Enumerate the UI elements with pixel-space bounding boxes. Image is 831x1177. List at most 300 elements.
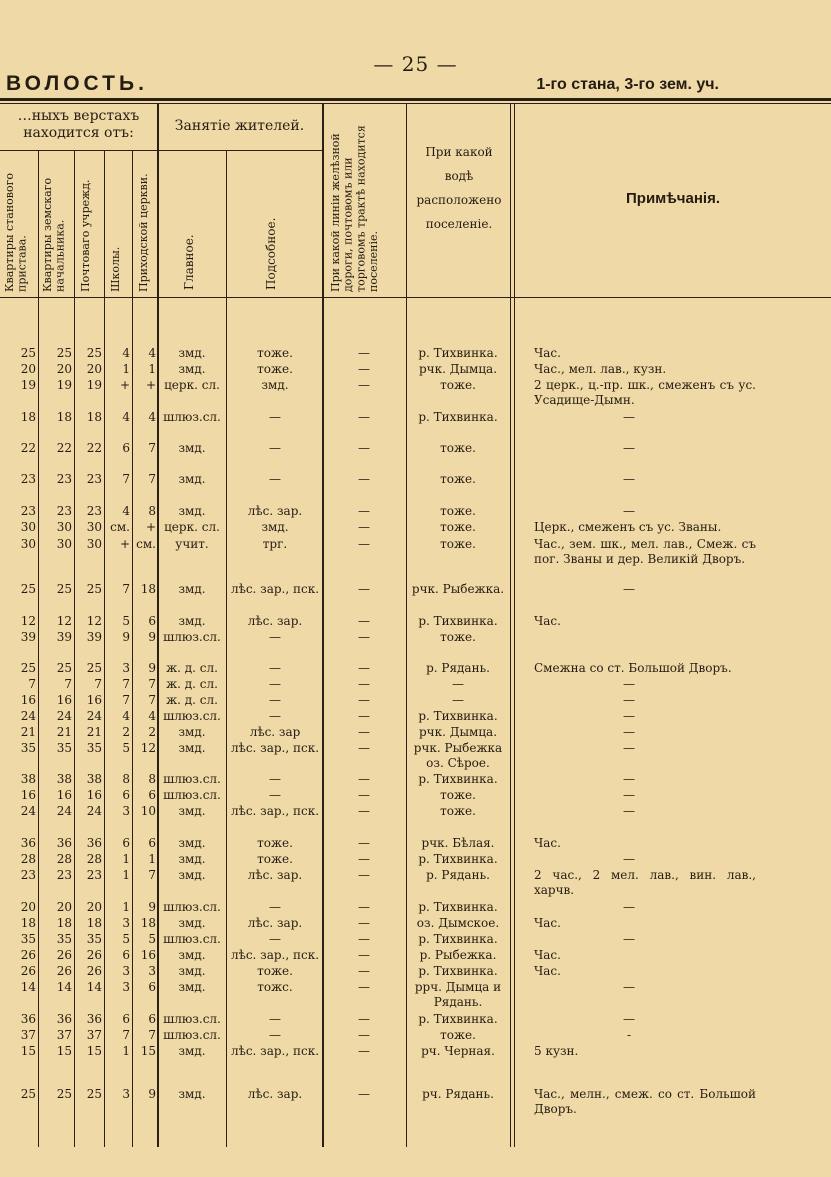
cell-aux: — [269,630,281,644]
cell-d2: 26 [56,948,72,962]
cell-main: церк. сл. [164,378,220,392]
cell-rail: — [358,725,370,739]
cell-notes: — [623,472,635,486]
cell-d4: 1 [122,1044,130,1058]
group-rule [157,150,322,151]
cell-water: р. Тихвинка. [418,932,498,946]
cell-d1: 22 [20,441,36,455]
col-divider [514,104,515,1147]
cell-d3: 7 [94,677,102,691]
cell-d5: см. [136,537,156,551]
col-divider [132,150,133,1147]
cell-d3: 18 [86,916,102,930]
cell-aux: трг. [262,537,288,551]
col-divider [104,150,105,1147]
cell-d2: 25 [56,1087,72,1101]
cell-water: рчк. Рыбежка оз. Сѣрое. [413,741,503,770]
cell-aux: лѣс. зар., пск. [230,1044,320,1058]
cell-main: змд. [178,614,206,628]
cell-aux: — [269,693,281,707]
cell-d4: 5 [122,932,130,946]
cell-rail: — [358,472,370,486]
cell-water: рчк. Дымца. [418,362,498,376]
cell-d4: 3 [122,980,130,994]
cell-water: рч. Рядань. [422,1087,494,1101]
cell-main: змд. [178,472,206,486]
cell-d4: 6 [122,1012,130,1026]
cell-d5: 12 [140,741,156,755]
cell-rail: — [358,378,370,392]
cell-main: шлюз.сл. [163,900,221,914]
cell-d2: 25 [56,346,72,360]
cell-d2: 23 [56,504,72,518]
cell-water: р. Тихвинка. [418,346,498,360]
cell-d4: 3 [122,804,130,818]
col-divider [38,150,39,1147]
cell-d1: 25 [20,582,36,596]
cell-d3: 39 [86,630,102,644]
cell-d3: 19 [86,378,102,392]
cell-notes: — [623,980,635,994]
cell-aux: тоже. [257,836,293,850]
cell-aux: лѣс. зар. [247,916,303,930]
cell-rail: — [358,804,370,818]
cell-d4: 3 [122,661,130,675]
cell-d3: 26 [86,964,102,978]
cell-d2: 30 [56,537,72,551]
cell-d4: 5 [122,741,130,755]
cell-aux: змд. [261,378,289,392]
cell-notes: Час., мелн., смеж. со ст. Большой Дворъ. [534,1087,756,1116]
cell-d5: 7 [148,472,156,486]
cell-aux: — [269,900,281,914]
cell-water: р. Тихвинка. [418,772,498,786]
cell-d1: 26 [20,948,36,962]
top-rule [0,98,831,101]
cell-aux: — [269,472,281,486]
cell-d4: 3 [122,1087,130,1101]
cell-d1: 38 [20,772,36,786]
cell-d3: 25 [86,1087,102,1101]
cell-main: шлюз.сл. [163,788,221,802]
cell-aux: змд. [261,520,289,534]
cell-d5: 18 [140,916,156,930]
cell-notes: Час. [534,346,561,360]
cell-d5: 9 [148,1087,156,1101]
cell-d2: 25 [56,582,72,596]
cell-main: змд. [178,964,206,978]
cell-notes: Смежна со ст. Большой Дворъ. [534,661,732,675]
cell-aux: лѣс. зар., пск. [230,804,320,818]
cell-d1: 24 [20,804,36,818]
cell-rail: — [358,900,370,914]
cell-d1: 25 [20,346,36,360]
cell-d3: 21 [86,725,102,739]
cell-d4: 3 [122,964,130,978]
cell-rail: — [358,1044,370,1058]
cell-rail: — [358,362,370,376]
cell-d2: 20 [56,900,72,914]
cell-main: змд. [178,1087,206,1101]
cell-d2: 24 [56,804,72,818]
cell-d4: 6 [122,788,130,802]
cell-water: тоже. [440,630,476,644]
cell-d4: 4 [122,504,130,518]
cell-water: р. Тихвинка. [418,964,498,978]
cell-d4: 2 [122,725,130,739]
cell-aux: — [269,788,281,802]
header-bottom-rule [0,297,831,298]
cell-aux: лѣс. зар., пск. [230,582,320,596]
cell-d5: 7 [148,693,156,707]
cell-aux: лѣс. зар [249,725,301,739]
cell-main: змд. [178,1044,206,1058]
cell-water: — [452,677,464,691]
cell-d5: 7 [148,868,156,882]
cell-aux: лѣс. зар. [247,868,303,882]
dist-church-header: Приходской церкви. [137,173,150,292]
cell-d5: 6 [148,788,156,802]
cell-main: змд. [178,582,206,596]
cell-d3: 23 [86,868,102,882]
cell-notes: — [623,1012,635,1026]
cell-aux: — [269,410,281,424]
cell-notes: — [623,677,635,691]
cell-aux: тоже. [257,964,293,978]
dist-zemsky-header: Квартиры земскаго начальника. [41,177,67,292]
cell-d4: 4 [122,346,130,360]
cell-aux: лѣс. зар. [247,614,303,628]
distance-group-header: …ныхъ верстахъ находится отъ: [17,108,140,141]
cell-d4: 7 [122,582,130,596]
cell-d2: 36 [56,836,72,850]
cell-rail: — [358,868,370,882]
cell-d1: 23 [20,472,36,486]
cell-d4: 4 [122,709,130,723]
cell-main: шлюз.сл. [163,932,221,946]
cell-rail: — [358,1028,370,1042]
cell-d5: 6 [148,1012,156,1026]
cell-d5: 7 [148,441,156,455]
occupation-group-header: Занятіе жителей. [174,118,305,134]
cell-d4: 6 [122,836,130,850]
cell-aux: тоже. [257,346,293,360]
cell-d2: 16 [56,693,72,707]
cell-d2: 20 [56,362,72,376]
cell-d5: 6 [148,836,156,850]
cell-water: р. Тихвинка. [418,410,498,424]
cell-d1: 35 [20,932,36,946]
cell-d2: 36 [56,1012,72,1026]
cell-d5: 4 [148,709,156,723]
cell-d2: 28 [56,852,72,866]
cell-d1: 37 [20,1028,36,1042]
cell-aux: — [269,661,281,675]
cell-d1: 19 [20,378,36,392]
railway-header: При какой линіи желѣзной дороги, почтовомъ или торговомъ трактѣ находится поселеніе. [329,125,380,292]
cell-aux: — [269,709,281,723]
cell-main: змд. [178,980,206,994]
cell-d1: 36 [20,836,36,850]
cell-d1: 24 [20,709,36,723]
cell-rail: — [358,964,370,978]
cell-water: р. Тихвинка. [418,709,498,723]
cell-water: тоже. [440,804,476,818]
dist-school-header: Школы. [109,246,122,292]
cell-water: тоже. [440,520,476,534]
cell-d2: 18 [56,410,72,424]
cell-rail: — [358,410,370,424]
cell-d5: 4 [148,410,156,424]
cell-rail: — [358,741,370,755]
cell-d1: 14 [20,980,36,994]
cell-d1: 36 [20,1012,36,1026]
cell-rail: — [358,537,370,551]
dist-post-header: Почтоваго учрежд. [79,179,92,292]
cell-d5: 9 [148,900,156,914]
cell-d3: 12 [86,614,102,628]
cell-aux: тожс. [257,980,293,994]
cell-water: оз. Дымское. [416,916,500,930]
cell-notes: — [623,441,635,455]
col-divider [406,104,407,1147]
cell-main: змд. [178,948,206,962]
cell-notes: — [623,804,635,818]
notes-header: Примѣчанія. [626,190,720,207]
cell-d5: 3 [148,964,156,978]
cell-rail: — [358,441,370,455]
cell-rail: — [358,916,370,930]
cell-d4: 5 [122,614,130,628]
cell-d4: 7 [122,677,130,691]
cell-main: змд. [178,916,206,930]
cell-d3: 30 [86,537,102,551]
cell-d3: 20 [86,900,102,914]
cell-water: тоже. [440,472,476,486]
water-header: При какой водѣ расположено поселеніе. [416,145,502,231]
cell-d3: 35 [86,932,102,946]
cell-notes: — [623,932,635,946]
cell-d1: 16 [20,788,36,802]
dist-stanovoy-header: Квартиры станового пристава. [3,173,29,292]
cell-main: шлюз.сл. [163,772,221,786]
cell-rail: — [358,504,370,518]
col-divider [510,104,511,1147]
cell-notes: — [623,693,635,707]
cell-d2: 7 [64,677,72,691]
cell-d1: 28 [20,852,36,866]
cell-rail: — [358,836,370,850]
cell-d4: 6 [122,441,130,455]
cell-d5: 15 [140,1044,156,1058]
occ-aux-header: Подсобное. [264,217,278,290]
cell-d3: 23 [86,472,102,486]
cell-notes: Час. [534,614,561,628]
cell-d3: 23 [86,504,102,518]
cell-notes: Час. [534,948,561,962]
cell-d3: 15 [86,1044,102,1058]
cell-water: тоже. [440,504,476,518]
cell-notes: 5 кузн. [534,1044,579,1058]
cell-rail: — [358,948,370,962]
page-number: — 25 — [373,52,458,76]
cell-d2: 37 [56,1028,72,1042]
cell-main: ж. д. сл. [166,677,218,691]
cell-main: шлюз.сл. [163,1028,221,1042]
cell-d5: 1 [148,362,156,376]
cell-d5: 9 [148,630,156,644]
cell-d2: 16 [56,788,72,802]
volost-heading: ВОЛОСТЬ. [6,72,148,95]
cell-d4: 7 [122,1028,130,1042]
cell-main: ж. д. сл. [166,661,218,675]
cell-rail: — [358,661,370,675]
cell-rail: — [358,1012,370,1026]
cell-rail: — [358,677,370,691]
cell-d5: 2 [148,725,156,739]
cell-d2: 24 [56,709,72,723]
cell-rail: — [358,693,370,707]
cell-notes: Час. [534,964,561,978]
cell-d3: 18 [86,410,102,424]
cell-d5: 7 [148,1028,156,1042]
cell-d2: 26 [56,964,72,978]
cell-d5: + [145,378,156,392]
cell-d2: 15 [56,1044,72,1058]
cell-main: змд. [178,725,206,739]
cell-main: шлюз.сл. [163,709,221,723]
cell-d5: 8 [148,772,156,786]
cell-d1: 23 [20,868,36,882]
cell-notes: — [623,725,635,739]
cell-d5: 8 [148,504,156,518]
cell-d3: 28 [86,852,102,866]
cell-water: р. Рядань. [426,661,490,675]
cell-d5: 6 [148,614,156,628]
cell-d4: 9 [122,630,130,644]
cell-d5: + [145,520,156,534]
cell-aux: тоже. [257,852,293,866]
cell-rail: — [358,582,370,596]
top-rule-thin [0,103,831,104]
cell-d3: 14 [86,980,102,994]
cell-d2: 30 [56,520,72,534]
cell-d4: 1 [122,868,130,882]
col-divider [226,150,227,1147]
cell-water: рчк. Бѣлая. [421,836,495,850]
cell-d4: + [119,378,130,392]
cell-d2: 23 [56,472,72,486]
cell-notes: — [623,410,635,424]
cell-notes: — [623,788,635,802]
cell-aux: лѣс. зар., пск. [230,741,320,755]
cell-d2: 19 [56,378,72,392]
cell-water: рч. Черная. [421,1044,495,1058]
cell-rail: — [358,772,370,786]
cell-rail: — [358,980,370,994]
cell-aux: тоже. [257,362,293,376]
cell-notes: Час., зем. шк., мел. лав., Смеж. съ пог. Званы и дер. Великій Дворъ. [534,537,756,566]
cell-water: рчк. Рыбежка. [411,582,505,596]
cell-d1: 23 [20,504,36,518]
cell-main: шлюз.сл. [163,410,221,424]
cell-d1: 30 [20,520,36,534]
cell-d1: 21 [20,725,36,739]
cell-water: рчк. Дымца. [418,725,498,739]
cell-main: змд. [178,836,206,850]
cell-water: тоже. [440,537,476,551]
occ-main-header: Главное. [182,234,196,290]
cell-d3: 30 [86,520,102,534]
cell-notes: - [626,1028,632,1042]
cell-d1: 12 [20,614,36,628]
cell-d5: 16 [140,948,156,962]
stan-heading: 1-го стана, 3-го зем. уч. [536,76,719,93]
cell-d2: 35 [56,741,72,755]
cell-d2: 21 [56,725,72,739]
cell-d1: 30 [20,537,36,551]
cell-main: змд. [178,346,206,360]
cell-main: шлюз.сл. [163,1012,221,1026]
cell-d1: 18 [20,410,36,424]
cell-rail: — [358,614,370,628]
cell-d4: 4 [122,410,130,424]
cell-water: ррч. Дымца и Рядань. [414,980,502,1009]
cell-water: тоже. [440,441,476,455]
cell-d3: 35 [86,741,102,755]
cell-d1: 25 [20,1087,36,1101]
cell-water: р. Тихвинка. [418,852,498,866]
cell-aux: — [269,772,281,786]
cell-water: р. Рядань. [426,868,490,882]
cell-notes: — [623,900,635,914]
cell-notes: — [623,582,635,596]
cell-d4: 1 [122,900,130,914]
cell-d3: 22 [86,441,102,455]
cell-aux: лѣс. зар., пск. [230,948,320,962]
cell-water: тоже. [440,378,476,392]
cell-notes: 2 церк., ц.-пр. шк., смеженъ съ ус. Усадище-Дымн. [534,378,756,407]
cell-d4: 1 [122,362,130,376]
cell-water: тоже. [440,1028,476,1042]
cell-d3: 25 [86,661,102,675]
group-rule [0,150,157,151]
cell-rail: — [358,852,370,866]
cell-d3: 37 [86,1028,102,1042]
cell-d2: 22 [56,441,72,455]
cell-d5: 7 [148,677,156,691]
cell-d2: 39 [56,630,72,644]
cell-d5: 6 [148,980,156,994]
cell-main: змд. [178,504,206,518]
cell-d1: 18 [20,916,36,930]
cell-d1: 20 [20,900,36,914]
cell-d2: 35 [56,932,72,946]
cell-d5: 4 [148,346,156,360]
cell-main: церк. сл. [164,520,220,534]
cell-rail: — [358,932,370,946]
cell-water: тоже. [440,788,476,802]
cell-water: р. Тихвинка. [418,1012,498,1026]
cell-water: р. Тихвинка. [418,900,498,914]
cell-d2: 18 [56,916,72,930]
cell-rail: — [358,1087,370,1101]
cell-d1: 39 [20,630,36,644]
cell-notes: — [623,741,635,755]
cell-water: — [452,693,464,707]
cell-d4: см. [110,520,130,534]
cell-d2: 38 [56,772,72,786]
